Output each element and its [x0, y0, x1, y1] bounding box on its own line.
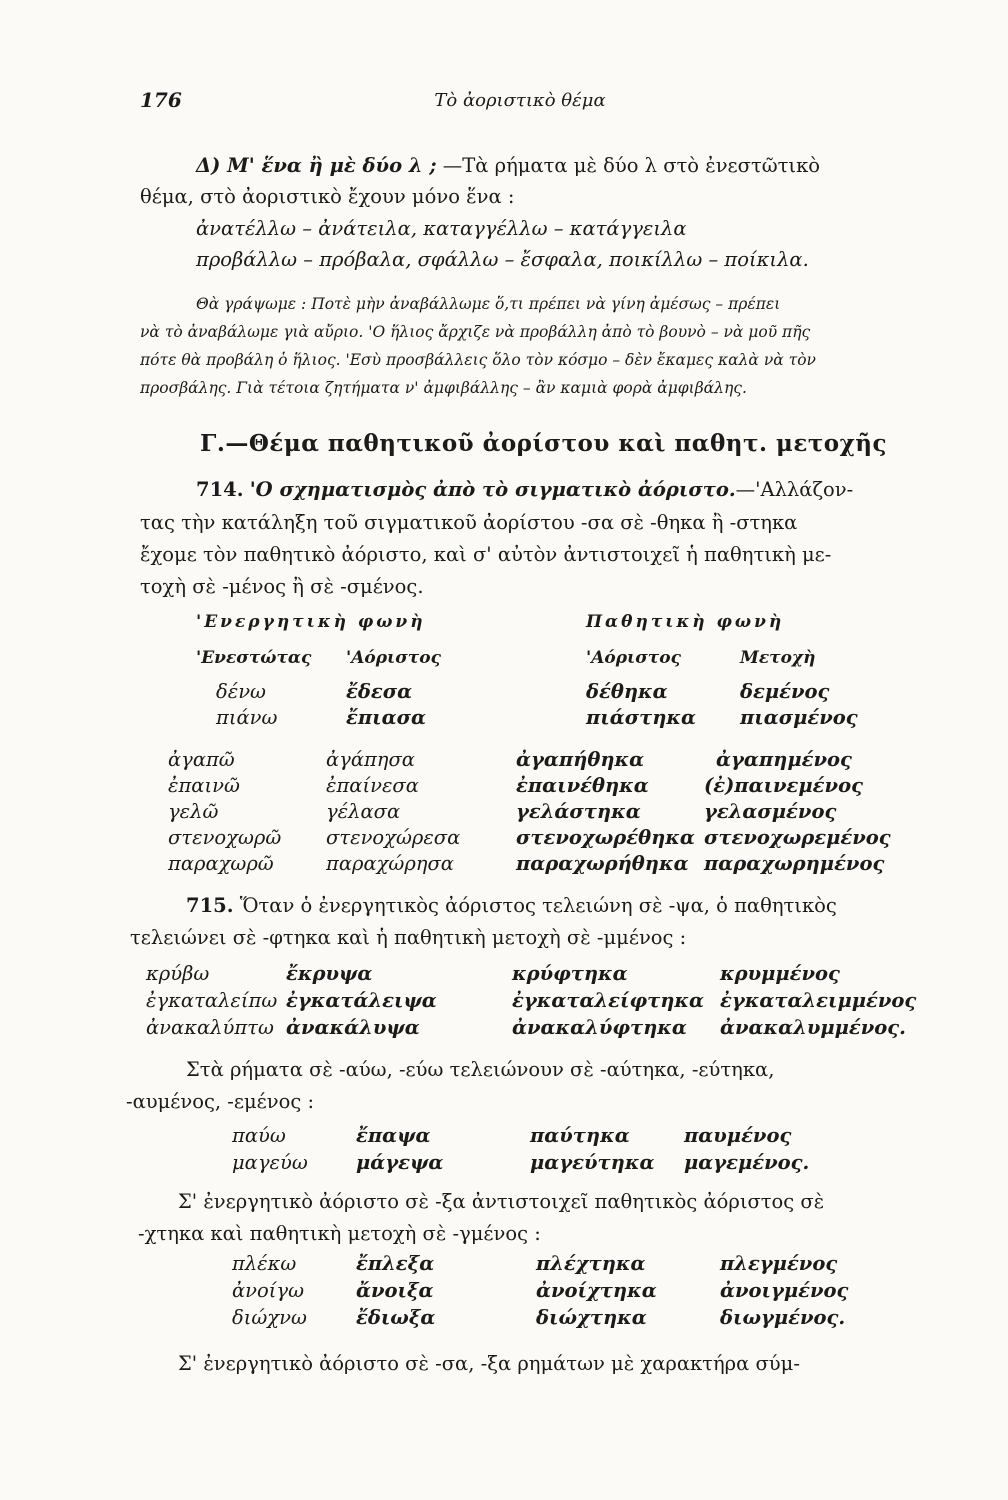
- p-avo-line1: Στὰ ρήματα σὲ -αύω, -εύω τελειώνουν σὲ -αύτηκα, -εύτηκα,: [186, 1058, 775, 1081]
- p715-number: 715.: [186, 894, 234, 917]
- t1-r7-c1: παραχωρῶ: [168, 852, 274, 875]
- t2-r1-c2: ἔκρυψα: [286, 962, 373, 985]
- p715-line1-text: Ὅταν ὁ ἐνεργητικὸς ἀόριστος τελειώνη σὲ -ψα, ὁ παθητικὸς: [239, 894, 837, 917]
- t2-r2-c1: ἐγκαταλείπω: [146, 989, 278, 1012]
- note-line-1: Θὰ γράψωμε : Ποτὲ μὴν ἀναβάλλωμε ὅ,τι πρέπει νὰ γίνη ἀμέσως – πρέπει: [196, 295, 781, 313]
- example-line-1: ἀνατέλλω – ἀνάτειλα, καταγγέλλω – κατάγγειλα: [196, 217, 687, 240]
- p-xa-line1: Σ' ἐνεργητικὸ ἀόριστο σὲ -ξα ἀντιστοιχεῖ παθητικὸς ἀόριστος σὲ: [178, 1190, 825, 1213]
- t1-r2-c3: πιάστηκα: [586, 706, 697, 729]
- t3-r2-c2: μάγεψα: [356, 1151, 444, 1174]
- t4-r1-c3: πλέχτηκα: [536, 1252, 646, 1275]
- running-header: [140, 88, 900, 118]
- t1-r7-c3: παραχωρήθηκα: [516, 852, 689, 875]
- t1-r7-c4: παραχωρημένος: [704, 852, 885, 875]
- t1-r3-c2: ἀγάπησα: [326, 748, 415, 771]
- p714-title: 'Ο σχηματισμὸς ἀπὸ τὸ σιγματικὸ ἀόριστο.: [249, 478, 736, 501]
- section-d-line2: θέμα, στὸ ἀοριστικὸ ἔχουν μόνο ἕνα :: [140, 185, 515, 208]
- p-last-line1: Σ' ἐνεργητικὸ ἀόριστο σὲ -σα, -ξα ρημάτων μὲ χαρακτήρα σύμ-: [178, 1352, 800, 1375]
- t1-r1-c1: δένω: [216, 680, 266, 703]
- t1-r1-c4: δεμένος: [740, 680, 830, 703]
- t1-r3-c3: ἀγαπήθηκα: [516, 748, 645, 771]
- section-d-examples: [196, 213, 809, 275]
- t2-r3-c4: ἀνακαλυμμένος.: [720, 1016, 906, 1039]
- t1-r4-c3: ἐπαινέθηκα: [516, 774, 649, 797]
- note-line-2: νὰ τὸ ἀναβάλωμε γιὰ αὔριο. 'Ο ἥλιος ἄρχιζε νὰ προβάλλη ἀπὸ τὸ βουνὸ – νὰ μοῦ πῆς: [140, 323, 811, 341]
- t1-r2-c1: πιάνω: [216, 706, 278, 729]
- note-line-4: προσβάλης. Γιὰ τέτοια ζητήματα ν' ἀμφιβάλλης – ἂν καμιὰ φορὰ ἀμφιβάλης.: [140, 379, 747, 397]
- t4-r1-c1: πλέκω: [232, 1252, 297, 1275]
- page-number: 176: [140, 88, 182, 112]
- t3-r2-c3: μαγεύτηκα: [530, 1151, 655, 1174]
- t1-r4-c1: ἐπαινῶ: [168, 774, 240, 797]
- p714-line3: ἔχομε τὸν παθητικὸ ἀόριστο, καὶ σ' αὐτὸν ἀντιστοιχεῖ ἡ παθητικὴ με-: [140, 543, 832, 566]
- p714-line1-text: —'Αλλάζον-: [735, 478, 854, 501]
- p-xa-line2: -χτηκα καὶ παθητικὴ μετοχὴ σὲ -γμένος :: [138, 1222, 541, 1245]
- p714-line2: τας τὴν κατάληξη τοῦ σιγματικοῦ ἀορίστου -σα σὲ -θηκα ἢ -στηκα: [140, 511, 798, 534]
- t2-r1-c1: κρύβω: [146, 962, 210, 985]
- t1-r4-c2: ἐπαίνεσα: [326, 774, 419, 797]
- section-d-line1: [196, 150, 926, 181]
- t3-r2-c1: μαγεύω: [232, 1151, 308, 1174]
- t1-r2-c2: ἔπιασα: [346, 706, 426, 729]
- t1-r5-c3: γελάστηκα: [516, 800, 641, 823]
- section-d-line1-text: —Τὰ ρήματα μὲ δύο λ στὸ ἐνεστῶτικὸ: [442, 154, 821, 177]
- t4-r1-c4: πλεγμένος: [720, 1252, 838, 1275]
- col-header-aorist: 'Αόριστος: [346, 648, 441, 668]
- t2-r1-c4: κρυμμένος: [720, 962, 840, 985]
- col-header-participle: Μετοχὴ: [740, 648, 816, 668]
- t2-r3-c3: ἀνακαλύφτηκα: [512, 1016, 687, 1039]
- t4-r3-c1: διώχνω: [232, 1306, 307, 1329]
- t2-r2-c3: ἐγκαταλείφτηκα: [512, 989, 705, 1012]
- t1-r3-c4: ἀγαπημένος: [716, 748, 852, 771]
- p-avo-line2: -αυμένος, -εμένος :: [126, 1090, 315, 1113]
- p715-line1: [186, 890, 926, 921]
- t2-r2-c2: ἐγκατάλειψα: [286, 989, 437, 1012]
- t1-r1-c3: δέθηκα: [586, 680, 668, 703]
- running-title: Τὸ ἀοριστικὸ θέμα: [434, 90, 606, 111]
- p714-line1: [196, 474, 926, 505]
- t3-r1-c2: ἔπαψα: [356, 1124, 431, 1147]
- t1-r5-c1: γελῶ: [168, 800, 219, 823]
- p714-number: 714.: [196, 478, 244, 501]
- voice-active-header: 'Ενεργητικὴ φωνὴ: [196, 612, 426, 632]
- t3-r1-c1: παύω: [232, 1124, 286, 1147]
- t4-r2-c2: ἄνοιξα: [356, 1279, 434, 1302]
- t4-r3-c2: ἔδιωξα: [356, 1306, 436, 1329]
- col-header-passive-aorist: 'Αόριστος: [586, 648, 681, 668]
- t1-r5-c4: γελασμένος: [704, 800, 837, 823]
- col-header-present: 'Ενεστώτας: [196, 648, 312, 668]
- section-g-heading: Γ.—Θέμα παθητικοῦ ἀορίστου καὶ παθητ. μετοχῆς: [200, 430, 887, 457]
- t1-r1-c2: ἔδεσα: [346, 680, 413, 703]
- section-d-note: [140, 290, 930, 402]
- t1-r6-c3: στενοχωρέθηκα: [516, 826, 695, 849]
- t4-r3-c4: διωγμένος.: [720, 1306, 846, 1329]
- t1-r6-c4: στενοχωρεμένος: [704, 826, 891, 849]
- t2-r3-c1: ἀνακαλύπτω: [146, 1016, 274, 1039]
- t4-r2-c4: ἀνοιγμένος: [720, 1279, 849, 1302]
- t4-r3-c3: διώχτηκα: [536, 1306, 647, 1329]
- p714-line4: τοχὴ σὲ -μένος ἢ σὲ -σμένος.: [140, 575, 424, 598]
- t1-r2-c4: πιασμένος: [740, 706, 858, 729]
- section-d-label: Δ) Μ' ἕνα ἢ μὲ δύο λ ;: [196, 154, 437, 177]
- t4-r1-c2: ἔπλεξα: [356, 1252, 435, 1275]
- t1-r3-c1: ἀγαπῶ: [168, 748, 235, 771]
- t4-r2-c1: ἀνοίγω: [232, 1279, 304, 1302]
- voice-passive-header: Παθητικὴ φωνὴ: [586, 612, 785, 632]
- t3-r1-c4: παυμένος: [684, 1124, 792, 1147]
- t1-r7-c2: παραχώρησα: [326, 852, 454, 875]
- t2-r1-c3: κρύφτηκα: [512, 962, 628, 985]
- t3-r2-c4: μαγεμένος.: [684, 1151, 810, 1174]
- t4-r2-c3: ἀνοίχτηκα: [536, 1279, 657, 1302]
- t2-r2-c4: ἐγκαταλειμμένος: [720, 989, 917, 1012]
- t3-r1-c3: παύτηκα: [530, 1124, 630, 1147]
- t1-r4-c4: (ἐ)παινεμένος: [704, 774, 863, 797]
- t2-r3-c2: ἀνακάλυψα: [286, 1016, 420, 1039]
- t1-r6-c2: στενοχώρεσα: [326, 826, 461, 849]
- t1-r6-c1: στενοχωρῶ: [168, 826, 282, 849]
- example-line-2: προβάλλω – πρόβαλα, σφάλλω – ἔσφαλα, ποικίλλω – ποίκιλα.: [196, 248, 809, 271]
- p715-line2: τελειώνει σὲ -φτηκα καὶ ἡ παθητικὴ μετοχὴ σὲ -μμένος :: [130, 926, 687, 949]
- note-line-3: πότε θὰ προβάλη ὁ ἥλιος. 'Εσὺ προσβάλλεις ὅλο τὸν κόσμο – δὲν ἔκαμες καλὰ νὰ τὸν: [140, 351, 816, 369]
- t1-r5-c2: γέλασα: [326, 800, 401, 823]
